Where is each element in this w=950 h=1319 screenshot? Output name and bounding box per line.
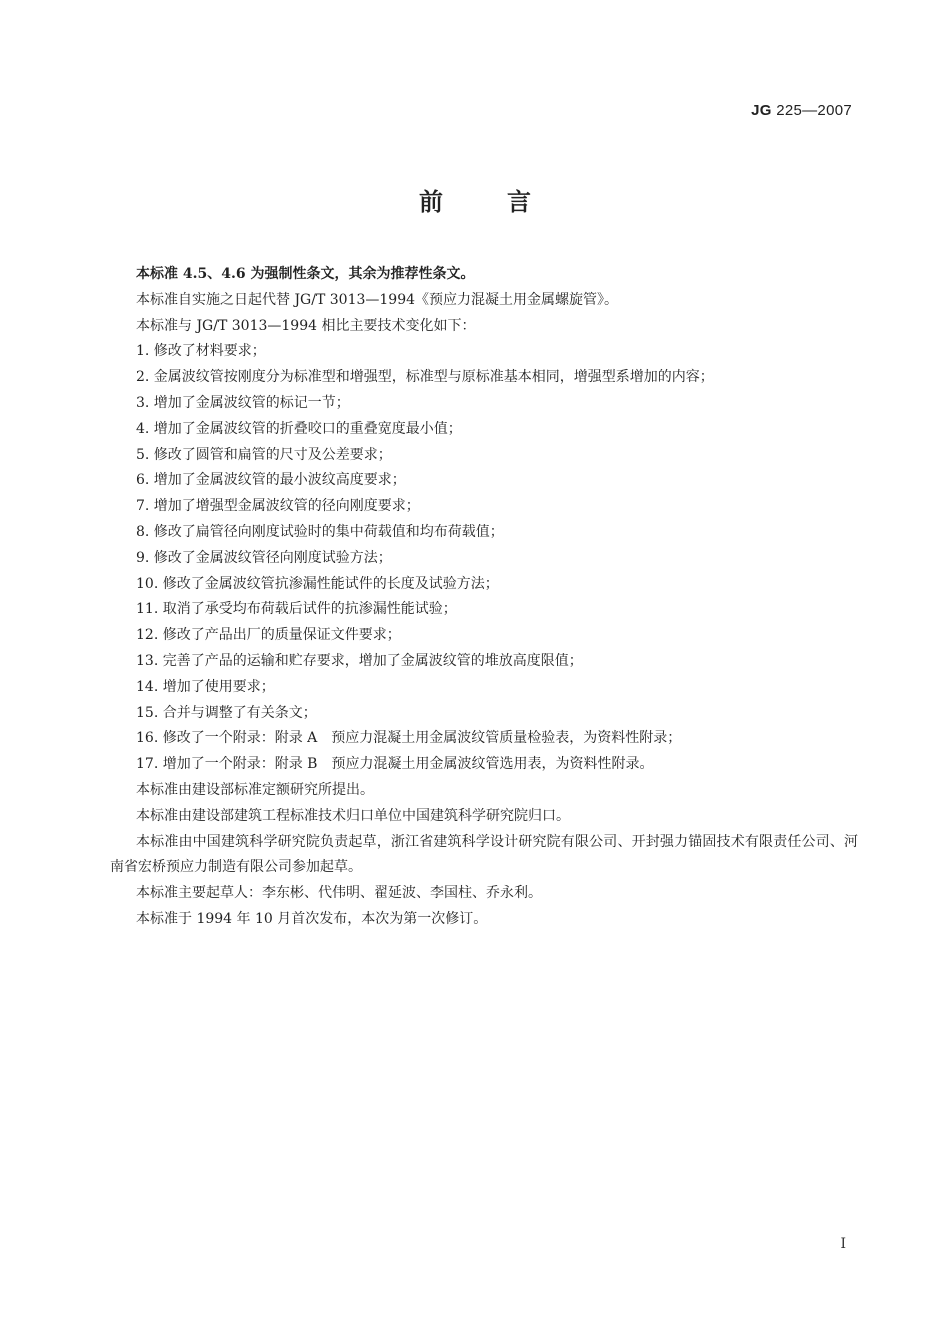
standard-code-number: 225—2007 [771,102,852,119]
changes-intro: 本标准与 JG/T 3013—1994 相比主要技术变化如下： [136,317,476,334]
list-item: 3. 增加了金属波纹管的标记一节； [136,394,350,411]
page-number: I [840,1236,846,1252]
list-item: 10. 修改了金属波纹管抗渗漏性能试件的长度及试验方法； [136,575,499,592]
changes-list [110,339,858,778]
revision-history-note: 本标准于 1994 年 10 月首次发布，本次为第一次修订。 [136,910,488,927]
list-item: 13. 完善了产品的运输和贮存要求，增加了金属波纹管的堆放高度限值； [136,652,583,669]
administration-note: 本标准由建设部建筑工程标准技术归口单位中国建筑科学研究院归口。 [136,807,570,824]
page-title: 前言 [419,187,595,216]
list-item: 5. 修改了圆管和扁管的尺寸及公差要求； [136,446,392,463]
list-item: 9. 修改了金属波纹管径向刚度试验方法； [136,549,392,566]
list-item: 8. 修改了扁管径向刚度试验时的集中荷载值和均布荷载值； [136,523,504,540]
drafting-units-note: 本标准由中国建筑科学研究院负责起草，浙江省建筑科学设计研究院有限公司、开封强力锚固技术有限责任公司、河南省宏桥预应力制造有限公司参加起草。 [110,833,858,876]
list-item: 7. 增加了增强型金属波纹管的径向刚度要求； [136,498,420,515]
list-item: 12. 修改了产品出厂的质量保证文件要求； [136,627,401,644]
standard-code-prefix: JG [751,102,772,119]
proposer-note: 本标准由建设部标准定额研究所提出。 [136,781,374,798]
foreword-body [110,262,858,933]
drafters-note: 本标准主要起草人：李东彬、代伟明、翟延波、李国柱、乔永利。 [136,885,542,902]
list-item: 4. 增加了金属波纹管的折叠咬口的重叠宽度最小值； [136,420,462,437]
list-item: 14. 增加了使用要求； [136,678,275,695]
list-item: 11. 取消了承受均布荷载后试件的抗渗漏性能试验； [136,601,457,618]
list-item: 17. 增加了一个附录：附录 B 预应力混凝土用金属波纹管选用表，为资料性附录。 [136,756,654,773]
list-item: 16. 修改了一个附录：附录 A 预应力混凝土用金属波纹管质量检验表，为资料性附录； [136,730,682,747]
mandatory-clause-note: 本标准 4.5、4.6 为强制性条文，其余为推荐性条文。 [136,266,475,282]
list-item: 2. 金属波纹管按刚度分为标准型和增强型，标准型与原标准基本相同，增强型系增加的内容； [136,369,714,386]
list-item: 1. 修改了材料要求； [136,343,266,360]
list-item: 6. 增加了金属波纹管的最小波纹高度要求； [136,472,406,489]
replacement-note: 本标准自实施之日起代替 JG/T 3013—1994《预应力混凝土用金属螺旋管》。 [136,291,619,308]
standard-code [751,102,852,119]
list-item: 15. 合并与调整了有关条文； [136,704,317,721]
